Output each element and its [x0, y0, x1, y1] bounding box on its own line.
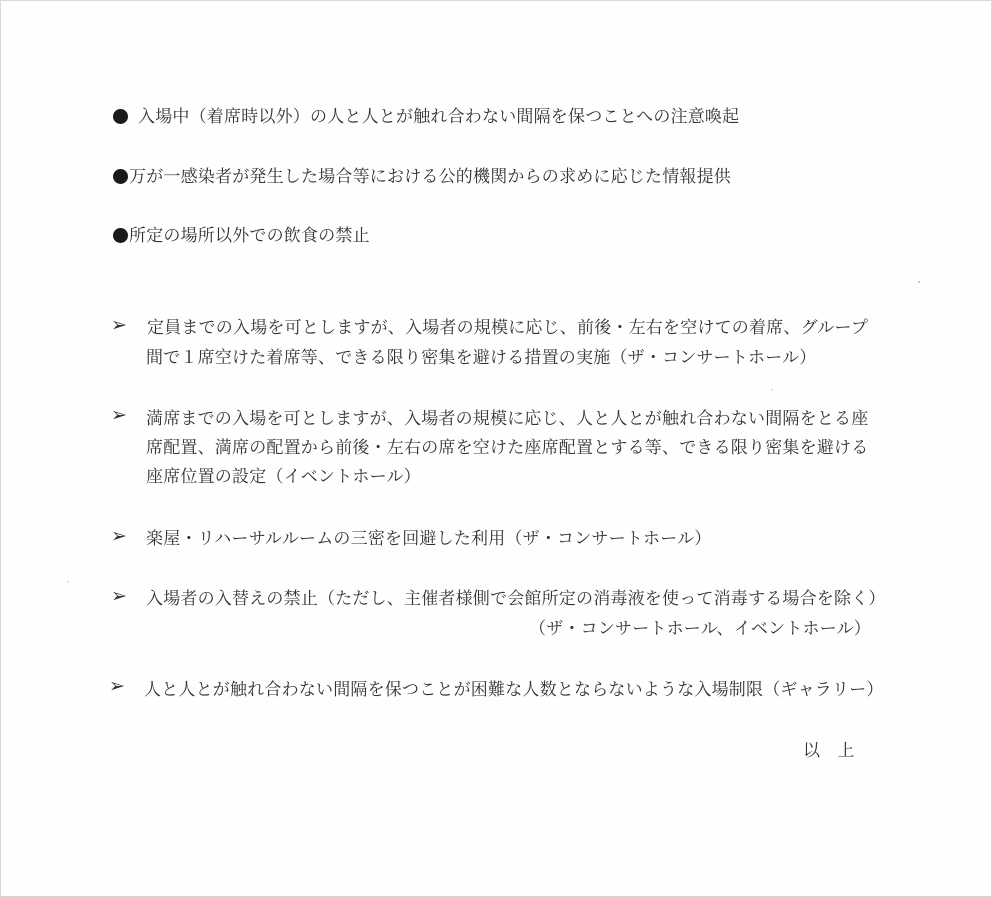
arrow-item-line: 座席位置の設定（イベントホール）: [146, 467, 421, 487]
arrow-bullet-icon: ➢: [111, 585, 128, 607]
bullet-dot-icon: [113, 109, 128, 124]
arrow-item-line: 間で１席空けた着席等、できる限り密集を避ける措置の実施（ザ・コンサートホール）: [146, 348, 817, 368]
arrow-item-line: 席配置、満席の配置から前後・左右の席を空けた座席配置とする等、できる限り密集を避ける: [146, 438, 869, 458]
closing-text: 以 上: [803, 741, 855, 761]
bullet-dot-icon: [113, 169, 128, 184]
bullet-text: 所定の場所以外での飲食の禁止: [129, 226, 370, 246]
scan-speck: [771, 389, 773, 391]
bullet-text: 入場中（着席時以外）の人と人とが触れ合わない間隔を保つことへの注意喚起: [138, 107, 740, 127]
arrow-bullet-icon: ➢: [111, 525, 128, 547]
arrow-bullet-icon: ➢: [111, 314, 128, 336]
scan-speck: [67, 581, 69, 583]
arrow-bullet-icon: ➢: [109, 675, 126, 697]
arrow-item-line: 定員までの入場を可としますが、入場者の規模に応じ、前後・左右を空けての着席、グループ: [147, 318, 869, 338]
arrow-item-continuation: （ザ・コンサートホール、イベントホール）: [529, 619, 871, 639]
bullet-dot-icon: [113, 228, 128, 243]
arrow-item-line: 満席までの入場を可としますが、入場者の規模に応じ、人と人とが触れ合わない間隔をとる座: [146, 409, 869, 429]
arrow-item-line: 楽屋・リハーサルルームの三密を回避した利用（ザ・コンサートホール）: [146, 529, 712, 549]
bullet-item: [113, 167, 731, 187]
bullet-item: [113, 107, 739, 127]
scan-speck: [918, 281, 920, 283]
bullet-item: [113, 226, 370, 246]
arrow-bullet-icon: ➢: [111, 404, 128, 426]
arrow-item-line: 入場者の入替えの禁止（ただし、主催者様側で会館所定の消毒液を使って消毒する場合を除く）: [146, 589, 886, 609]
arrow-item-line: 人と人とが触れ合わない間隔を保つことが困難な人数とならないような入場制限（ギャラリー）: [144, 680, 884, 700]
bullet-text: 万が一感染者が発生した場合等における公的機関からの求めに応じた情報提供: [129, 167, 731, 187]
